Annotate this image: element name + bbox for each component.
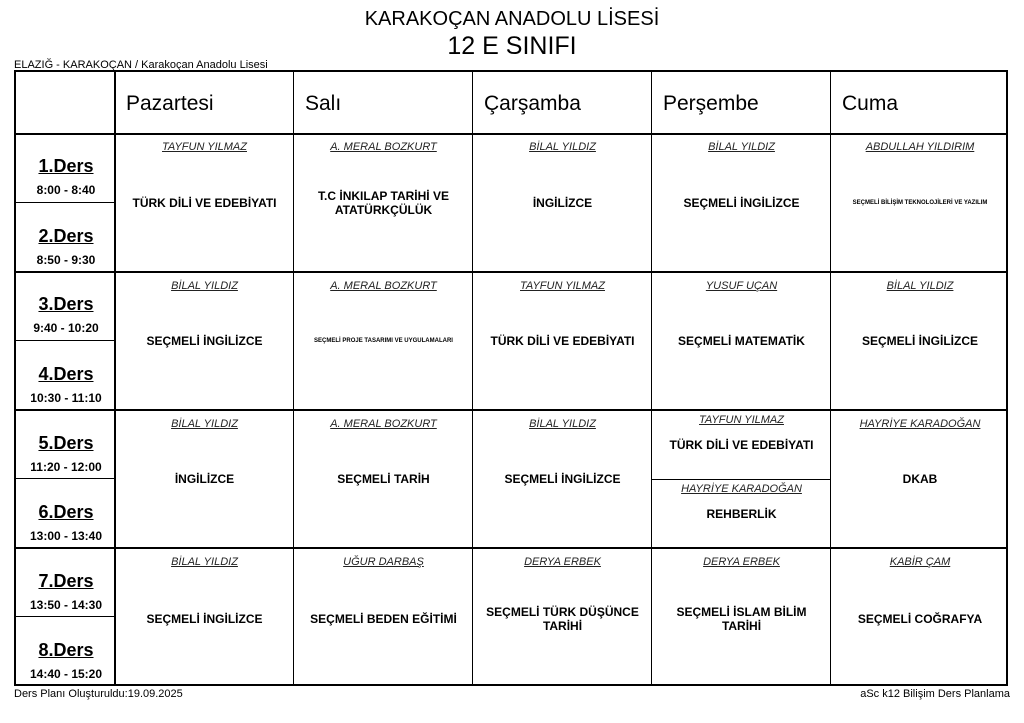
subject-name: SEÇMELİ BİLİŞİM TEKNOLOJİLERİ VE YAZILIM: [852, 200, 988, 206]
subject-name: DKAB: [902, 472, 938, 486]
teacher-name: A. MERAL BOZKURT: [330, 418, 437, 430]
subject-name: SEÇMELİ TÜRK DÜŞÜNCE TARİHİ: [486, 605, 639, 633]
lesson-cell: [116, 273, 293, 409]
period-time: 11:20 - 12:00: [30, 460, 102, 474]
teacher-name: BİLAL YILDIZ: [708, 141, 775, 153]
teacher-name: BİLAL YILDIZ: [529, 418, 596, 430]
day-header-thursday: Perşembe: [663, 91, 759, 115]
teacher-name: TAYFUN YILMAZ: [520, 280, 605, 292]
subject-name: SEÇMELİ PROJE TASARIMI VE UYGULAMALARI: [314, 338, 453, 344]
lesson-cell: [832, 273, 1008, 409]
day-header-wednesday: Çarşamba: [484, 91, 581, 115]
period-time: 13:50 - 14:30: [29, 598, 103, 612]
subject-name: SEÇMELİ TARİH: [337, 472, 430, 486]
created-date: Ders Planı Oluşturuldu:19.09.2025: [14, 688, 183, 700]
lesson-cell: [653, 135, 830, 271]
period-name: 1.Ders: [38, 156, 94, 176]
period-label: [16, 364, 116, 405]
period-label: [16, 571, 116, 612]
period-divider: [16, 478, 114, 479]
teacher-name: BİLAL YILDIZ: [171, 556, 238, 568]
subject-name: SEÇMELİ İNGİLİZCE: [683, 196, 800, 210]
teacher-name: A. MERAL BOZKURT: [330, 141, 437, 153]
subject-name: TÜRK DİLİ VE EDEBİYATI: [669, 438, 814, 452]
period-name: 4.Ders: [38, 364, 94, 384]
lesson-cell-lower: [653, 480, 830, 547]
lesson-cell: [832, 411, 1008, 547]
period-label: [16, 433, 116, 474]
teacher-name: BİLAL YILDIZ: [886, 280, 954, 292]
teacher-name: A. MERAL BOZKURT: [330, 280, 437, 292]
period-name: 2.Ders: [38, 226, 94, 246]
lesson-cell: [116, 549, 293, 686]
grid-divider: [830, 72, 831, 684]
school-title: KARAKOÇAN ANADOLU LİSESİ: [364, 8, 660, 30]
teacher-name: TAYFUN YILMAZ: [699, 414, 784, 426]
period-name: 5.Ders: [38, 433, 94, 453]
subject-name: REHBERLİK: [706, 507, 777, 521]
period-divider: [16, 616, 114, 617]
day-header-tuesday: Salı: [305, 91, 342, 115]
lesson-cell-upper: [653, 411, 830, 479]
period-label: [16, 294, 116, 335]
period-label: [16, 226, 116, 267]
teacher-name: ABDULLAH YILDIRIM: [865, 141, 975, 153]
period-name: 3.Ders: [38, 294, 94, 314]
period-name: 8.Ders: [38, 640, 94, 660]
subject-name: T.C İNKILAP TARİHİ VE ATATÜRKÇÜLÜK: [318, 189, 449, 217]
period-time: 9:40 - 10:20: [33, 321, 99, 335]
subject-name: SEÇMELİ MATEMATİK: [678, 334, 805, 348]
grid-divider: [293, 72, 294, 684]
teacher-name: BİLAL YILDIZ: [171, 280, 238, 292]
teacher-name: BİLAL YILDIZ: [529, 141, 596, 153]
lesson-cell: [116, 135, 293, 271]
subject-name: SEÇMELİ İSLAM BİLİM TARİHİ: [676, 605, 807, 633]
period-divider: [16, 340, 114, 341]
lesson-cell: [474, 549, 651, 686]
timetable-grid: [14, 70, 1008, 686]
period-time: 10:30 - 11:10: [30, 391, 102, 405]
lesson-cell: [295, 135, 472, 271]
period-name: 7.Ders: [38, 571, 94, 591]
lesson-cell: [832, 549, 1008, 686]
period-name: 6.Ders: [38, 502, 94, 522]
subject-name: TÜRK DİLİ VE EDEBİYATI: [132, 196, 277, 210]
lesson-cell: [653, 549, 830, 686]
day-header-monday: Pazartesi: [126, 91, 214, 115]
period-time: 8:50 - 9:30: [36, 253, 96, 267]
teacher-name: KABİR ÇAM: [889, 556, 951, 568]
period-time: 14:40 - 15:20: [29, 667, 103, 681]
period-label: [16, 640, 116, 681]
period-time: 8:00 - 8:40: [36, 183, 96, 197]
subject-name: TÜRK DİLİ VE EDEBİYATI: [490, 334, 635, 348]
teacher-name: BİLAL YILDIZ: [171, 418, 238, 430]
lesson-cell: [653, 273, 830, 409]
subject-name: İNGİLİZCE: [174, 472, 235, 486]
lesson-cell: [295, 411, 472, 547]
location-line: ELAZIĞ - KARAKOÇAN / Karakoçan Anadolu Lisesi: [14, 59, 268, 71]
teacher-name: HAYRİYE KARADOĞAN: [681, 483, 802, 495]
subject-name: SEÇMELİ İNGİLİZCE: [504, 472, 621, 486]
lesson-cell: [116, 411, 293, 547]
lesson-cell: [474, 411, 651, 547]
grid-divider: [651, 72, 652, 684]
teacher-name: TAYFUN YILMAZ: [162, 141, 247, 153]
subject-name: SEÇMELİ İNGİLİZCE: [861, 334, 978, 348]
subject-name: SEÇMELİ COĞRAFYA: [857, 612, 983, 626]
teacher-name: DERYA ERBEK: [703, 556, 780, 568]
lesson-cell: [295, 549, 472, 686]
subject-name: SEÇMELİ İNGİLİZCE: [146, 612, 263, 626]
period-divider: [16, 202, 114, 203]
software-credit: aSc k12 Bilişim Ders Planlama: [860, 688, 1010, 700]
class-title: 12 E SINIFI: [447, 32, 577, 60]
lesson-cell: [832, 135, 1008, 271]
period-label: [16, 156, 116, 197]
lesson-cell: [295, 273, 472, 409]
subject-name: SEÇMELİ BEDEN EĞİTİMİ: [310, 612, 457, 626]
teacher-name: UĞUR DARBAŞ: [343, 556, 424, 568]
teacher-name: YUSUF UÇAN: [705, 280, 778, 292]
subject-name: İNGİLİZCE: [532, 196, 593, 210]
period-time: 13:00 - 13:40: [29, 529, 103, 543]
day-header-friday: Cuma: [842, 91, 899, 115]
lesson-cell: [474, 273, 651, 409]
period-label: [16, 502, 116, 543]
teacher-name: HAYRİYE KARADOĞAN: [859, 418, 981, 430]
grid-divider: [472, 72, 473, 684]
subject-name: SEÇMELİ İNGİLİZCE: [146, 334, 263, 348]
lesson-cell: [474, 135, 651, 271]
teacher-name: DERYA ERBEK: [524, 556, 601, 568]
